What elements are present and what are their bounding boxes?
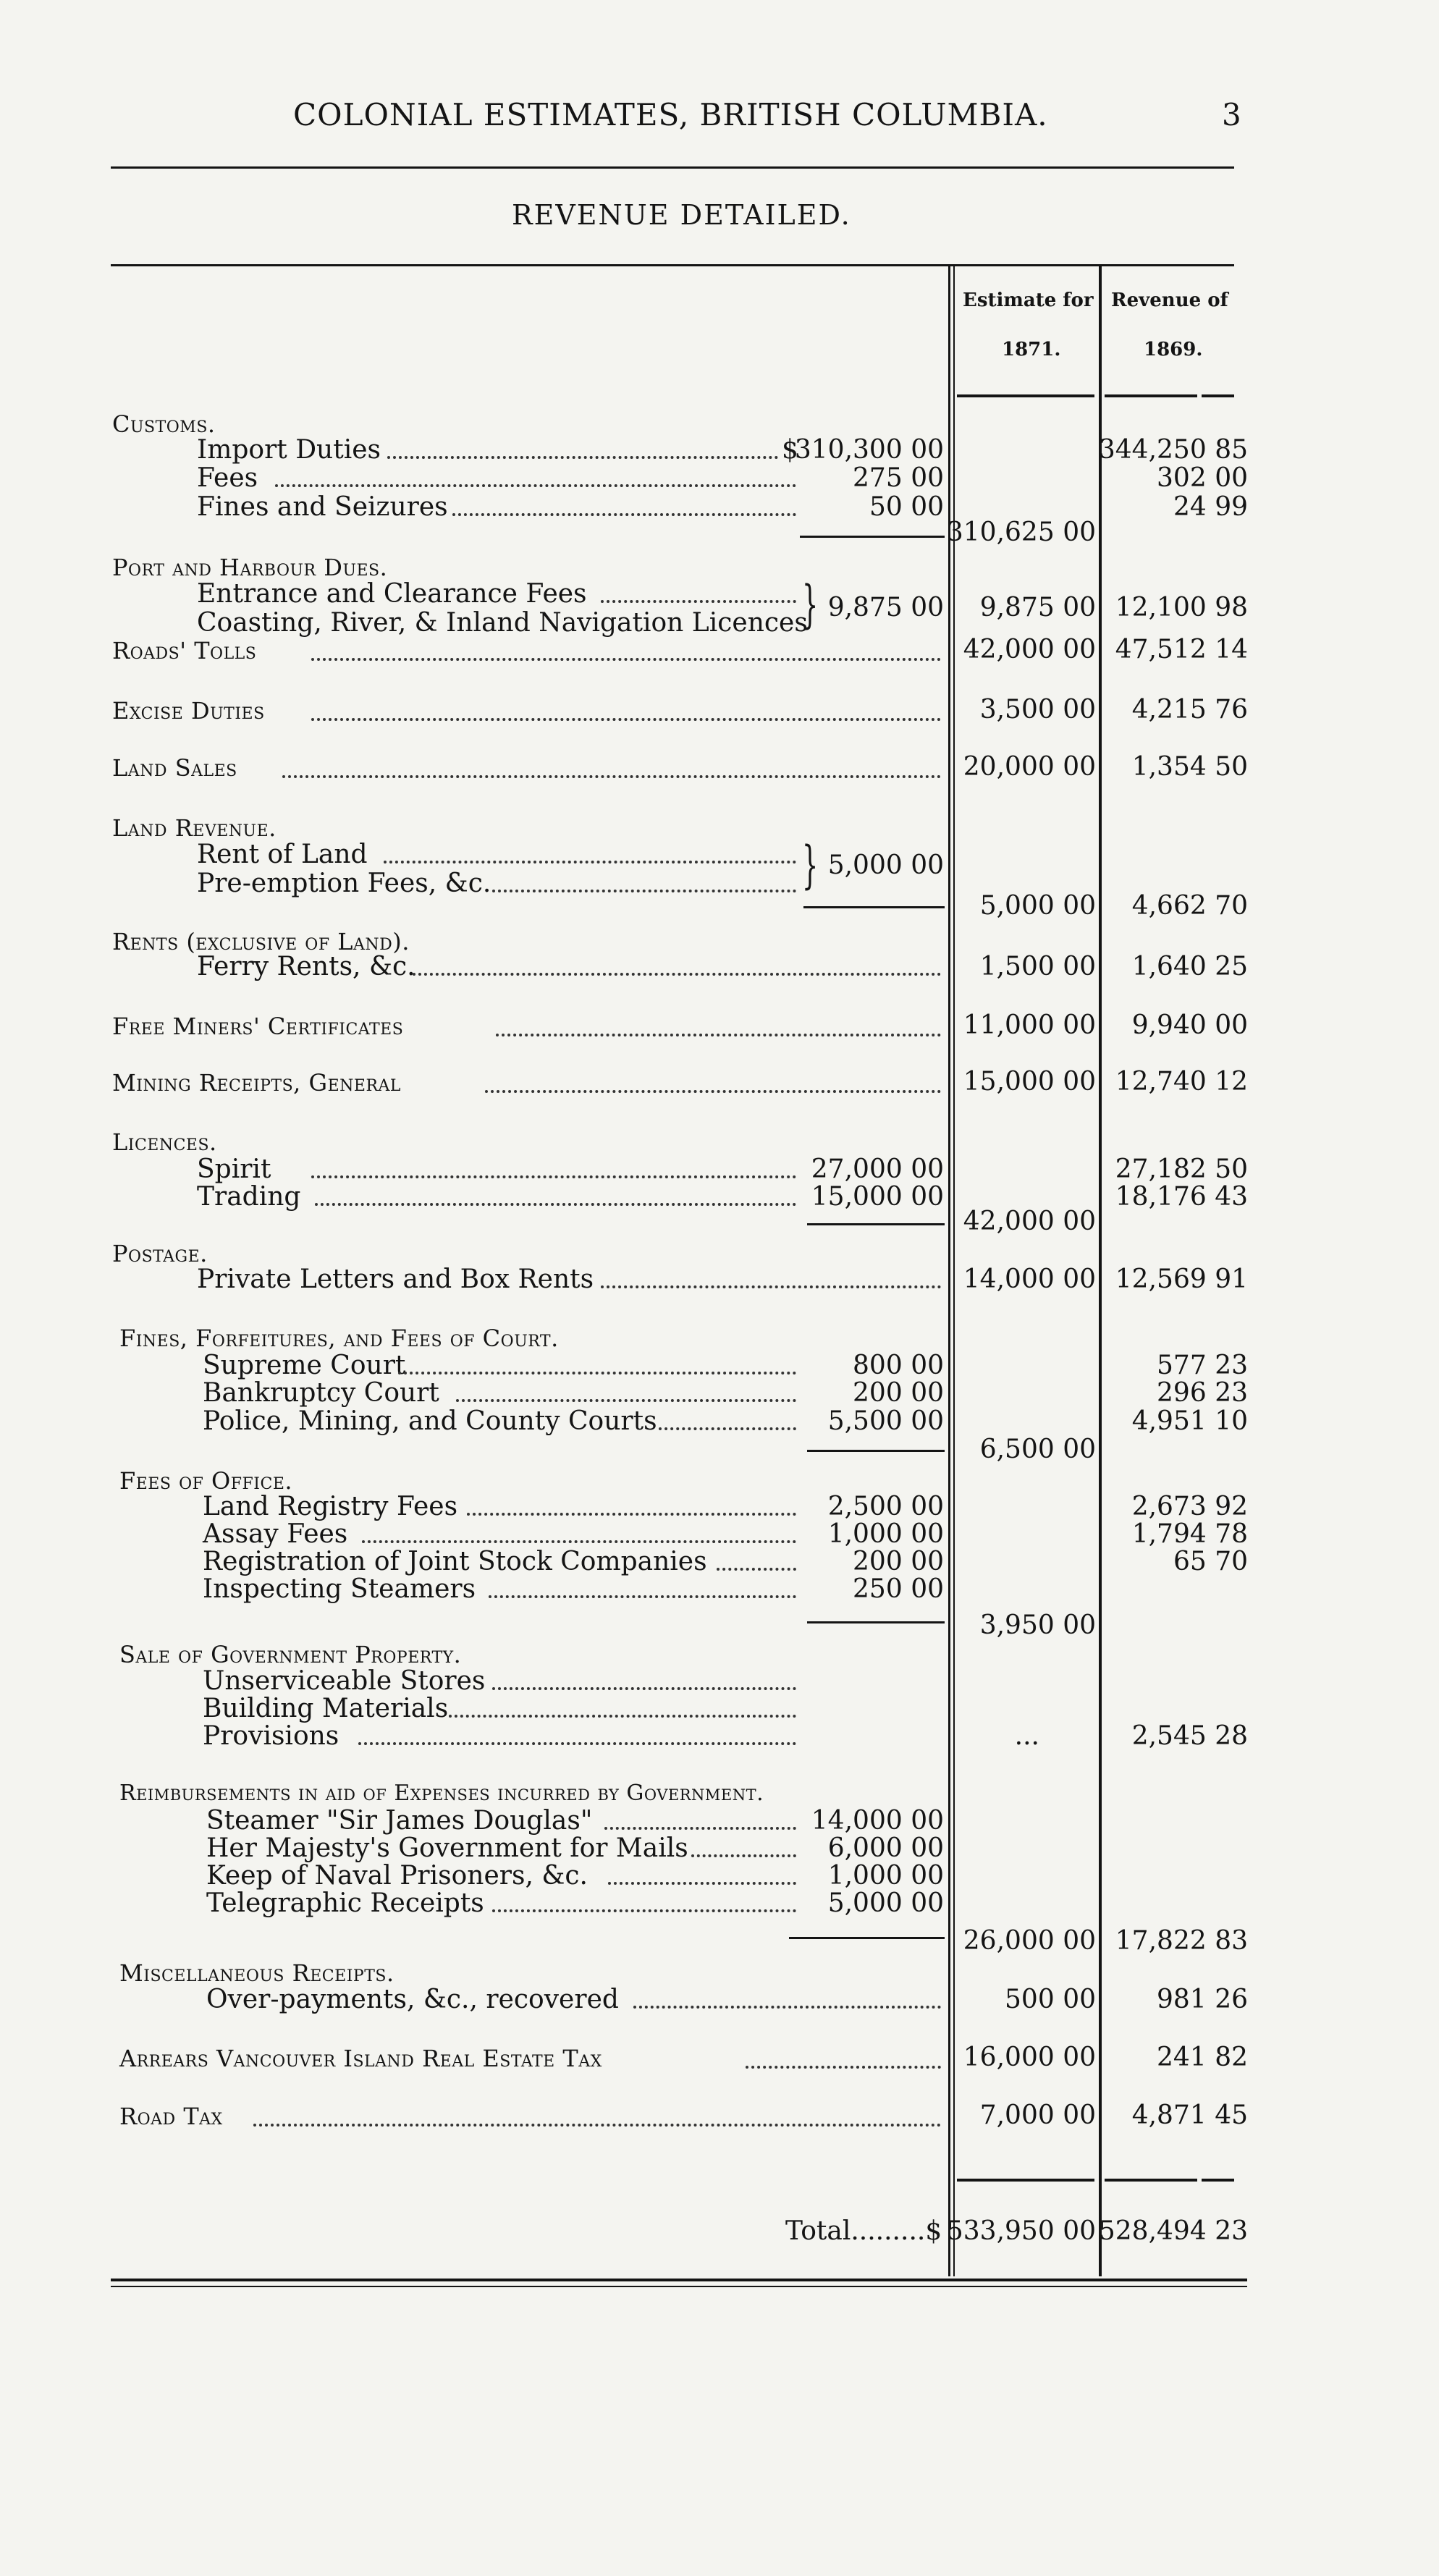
- rents-estimate: 1,500 00: [979, 952, 1096, 981]
- total-rule-revenue: [1105, 2179, 1197, 2182]
- ferry-rents-label: Ferry Rents, &c.: [197, 952, 415, 981]
- leader-dots: [691, 1854, 796, 1857]
- land-revenue-estimate: 5,000 00: [979, 891, 1096, 921]
- inspecting-steamers-label: Inspecting Steamers: [203, 1574, 476, 1604]
- section-fees-office: Fees of Office.: [119, 1467, 293, 1495]
- naval-prisoners-detail: 1,000 00: [827, 1861, 944, 1891]
- majesty-mails-detail: 6,000 00: [827, 1833, 944, 1863]
- assay-fees-detail: 1,000 00: [827, 1519, 944, 1549]
- section-fines-court: Fines, Forfeitures, and Fees of Court.: [119, 1325, 559, 1352]
- telegraphic-receipts-label: Telegraphic Receipts: [206, 1888, 484, 1918]
- road-tax-label: Road Tax: [119, 2103, 223, 2130]
- leader-dots: [387, 456, 778, 459]
- bankruptcy-court-detail: 200 00: [853, 1378, 944, 1408]
- total-label: Total.........$: [785, 2216, 942, 2246]
- postage-estimate: 14,000 00: [963, 1264, 1096, 1294]
- fees-office-estimate: 3,950 00: [979, 1610, 1096, 1640]
- fees-detail: 275 00: [853, 463, 944, 493]
- leader-dots: [746, 2066, 941, 2069]
- mining-receipts-label: Mining Receipts, General: [112, 1069, 402, 1097]
- leader-dots: [633, 2006, 941, 2009]
- subtotal-rule: [800, 536, 945, 538]
- leader-dots: [282, 775, 941, 778]
- column-rule-left-inner: [953, 264, 955, 2276]
- customs-estimate: 310,625 00: [946, 518, 1096, 547]
- leader-dots: [362, 1540, 796, 1543]
- subtotal-rule: [807, 1450, 945, 1452]
- reimbursements-estimate: 26,000 00: [963, 1926, 1096, 1956]
- estimate-header-line2: 1871.: [1002, 339, 1061, 360]
- section-sale-property: Sale of Government Property.: [119, 1641, 462, 1668]
- leader-dots: [717, 1568, 796, 1571]
- table-top-rule: [111, 264, 1234, 266]
- excise-duties-estimate: 3,500 00: [979, 695, 1096, 725]
- excise-duties-revenue: 4,215 76: [1131, 695, 1248, 725]
- building-materials-label: Building Materials: [203, 1694, 449, 1723]
- port-estimate: 9,875 00: [979, 593, 1096, 622]
- sale-property-estimate: ...: [1014, 1721, 1039, 1751]
- leader-dots: [492, 890, 796, 892]
- leader-dots: [659, 1427, 796, 1430]
- joint-stock-label: Registration of Joint Stock Companies: [203, 1547, 707, 1576]
- fines-seizures-revenue: 24 99: [1173, 492, 1248, 522]
- assay-fees-label: Assay Fees: [203, 1519, 348, 1549]
- brace: }: [802, 835, 819, 895]
- leader-dots: [452, 513, 796, 516]
- leader-dots: [413, 973, 941, 976]
- police-courts-label: Police, Mining, and County Courts: [203, 1406, 657, 1436]
- revenue-header-line1: Revenue of: [1111, 290, 1228, 311]
- free-miners-estimate: 11,000 00: [963, 1010, 1096, 1040]
- leader-dots: [384, 861, 796, 863]
- leader-dots: [496, 1034, 941, 1036]
- section-licences: Licences.: [112, 1128, 217, 1156]
- overpayments-label: Over-payments, &c., recovered: [206, 1985, 619, 2014]
- page-title: COLONIAL ESTIMATES, BRITISH COLUMBIA.: [293, 97, 1048, 132]
- section-miscellaneous: Miscellaneous Receipts.: [119, 1959, 394, 1987]
- trading-detail: 15,000 00: [811, 1182, 944, 1212]
- leader-dots: [311, 1175, 796, 1178]
- reimbursements-revenue: 17,822 83: [1115, 1926, 1248, 1956]
- total-rule-revenue-cents: [1202, 2179, 1234, 2182]
- inspecting-steamers-detail: 250 00: [853, 1574, 944, 1604]
- land-revenue-detail: 5,000 00: [827, 850, 944, 880]
- leader-dots: [604, 1827, 796, 1830]
- dollar-sign: $: [782, 435, 798, 465]
- estimate-header-line1: Estimate for: [963, 290, 1094, 311]
- leader-dots: [358, 1742, 796, 1745]
- leader-dots: [492, 1687, 796, 1690]
- fees-revenue: 302 00: [1157, 463, 1248, 493]
- roads-tolls-label: Roads' Tolls: [112, 637, 257, 664]
- leader-dots: [311, 718, 941, 721]
- mining-receipts-estimate: 15,000 00: [963, 1067, 1096, 1097]
- joint-stock-detail: 200 00: [853, 1547, 944, 1576]
- leader-dots: [398, 1372, 796, 1374]
- steamer-detail: 14,000 00: [811, 1806, 944, 1836]
- title-rule: [111, 166, 1234, 169]
- section-customs: Customs.: [112, 410, 216, 438]
- supreme-court-revenue: 577 23: [1157, 1351, 1248, 1380]
- entrance-clearance-label: Entrance and Clearance Fees: [197, 579, 587, 609]
- section-reimbursements: Reimbursements in aid of Expenses incurred by Government.: [119, 1781, 764, 1806]
- port-revenue: 12,100 98: [1115, 593, 1248, 622]
- road-tax-revenue: 4,871 45: [1131, 2100, 1248, 2130]
- coasting-label: Coasting, River, & Inland Navigation Licences: [197, 608, 808, 638]
- section-port-harbour: Port and Harbour Dues.: [112, 554, 388, 581]
- rents-revenue: 1,640 25: [1131, 952, 1248, 981]
- roads-tolls-estimate: 42,000 00: [963, 635, 1096, 664]
- estimate-header-rule: [957, 394, 1094, 397]
- import-duties-detail: 310,300 00: [794, 435, 944, 465]
- postage-revenue: 12,569 91: [1115, 1264, 1248, 1294]
- leader-dots: [601, 1285, 941, 1288]
- leader-dots: [315, 1203, 796, 1206]
- revenue-header-line2: 1869.: [1144, 339, 1203, 360]
- subtotal-rule: [789, 1937, 945, 1939]
- import-duties-label: Import Duties: [197, 435, 381, 465]
- page-subtitle: REVENUE DETAILED.: [512, 199, 851, 231]
- import-duties-revenue: 344,250 85: [1098, 435, 1248, 465]
- joint-stock-revenue: 65 70: [1173, 1547, 1248, 1576]
- bottom-rule: [111, 2279, 1247, 2281]
- port-detail: 9,875 00: [827, 593, 944, 622]
- fees-label: Fees: [197, 463, 258, 493]
- trading-label: Trading: [197, 1182, 301, 1212]
- supreme-court-label: Supreme Court: [203, 1351, 406, 1380]
- police-courts-detail: 5,500 00: [827, 1406, 944, 1436]
- fines-court-estimate: 6,500 00: [979, 1435, 1096, 1464]
- sale-property-revenue: 2,545 28: [1131, 1721, 1248, 1751]
- roads-tolls-revenue: 47,512 14: [1115, 635, 1248, 664]
- section-rents: Rents (exclusive of Land).: [112, 928, 410, 955]
- bottom-rule-second: [111, 2286, 1247, 2287]
- fines-seizures-detail: 50 00: [869, 492, 944, 522]
- spirit-label: Spirit: [197, 1154, 271, 1184]
- road-tax-estimate: 7,000 00: [979, 2100, 1096, 2130]
- mining-receipts-revenue: 12,740 12: [1115, 1067, 1248, 1097]
- subtotal-rule: [803, 906, 945, 908]
- arrears-revenue: 241 82: [1157, 2043, 1248, 2072]
- land-registry-label: Land Registry Fees: [203, 1492, 458, 1521]
- land-sales-revenue: 1,354 50: [1131, 752, 1248, 782]
- assay-fees-revenue: 1,794 78: [1131, 1519, 1248, 1549]
- licences-estimate: 42,000 00: [963, 1207, 1096, 1236]
- leader-dots: [492, 1909, 796, 1912]
- land-sales-estimate: 20,000 00: [963, 752, 1096, 782]
- land-registry-revenue: 2,673 92: [1131, 1492, 1248, 1521]
- leader-dots: [485, 1090, 941, 1093]
- leader-dots: [489, 1595, 796, 1598]
- leader-dots: [275, 484, 796, 487]
- arrears-label: Arrears Vancouver Island Real Estate Tax: [119, 2045, 602, 2072]
- page-number: 3: [1222, 97, 1241, 132]
- bankruptcy-court-revenue: 296 23: [1157, 1378, 1248, 1408]
- brace: }: [802, 575, 819, 634]
- misc-revenue: 981 26: [1157, 1985, 1248, 2014]
- free-miners-revenue: 9,940 00: [1131, 1010, 1248, 1040]
- column-rule-middle: [1099, 264, 1102, 2276]
- trading-revenue: 18,176 43: [1115, 1182, 1248, 1212]
- leader-dots: [449, 1715, 796, 1718]
- leader-dots: [311, 658, 941, 661]
- unserviceable-stores-label: Unserviceable Stores: [203, 1666, 486, 1696]
- free-miners-label: Free Miners' Certificates: [112, 1013, 404, 1040]
- spirit-revenue: 27,182 50: [1115, 1154, 1248, 1184]
- leader-dots: [601, 600, 796, 603]
- land-sales-label: Land Sales: [112, 754, 237, 782]
- leader-dots: [456, 1399, 796, 1402]
- leader-dots: [467, 1513, 796, 1516]
- supreme-court-detail: 800 00: [853, 1351, 944, 1380]
- preemption-label: Pre-emption Fees, &c.: [197, 869, 491, 898]
- total-rule-estimate: [957, 2179, 1094, 2182]
- subtotal-rule: [807, 1223, 945, 1225]
- land-revenue-revenue: 4,662 70: [1131, 891, 1248, 921]
- private-letters-label: Private Letters and Box Rents: [197, 1264, 594, 1294]
- rent-of-land-label: Rent of Land: [197, 840, 368, 869]
- revenue-header-rule-cents: [1202, 394, 1234, 397]
- fines-seizures-label: Fines and Seizures: [197, 492, 448, 522]
- police-courts-revenue: 4,951 10: [1131, 1406, 1248, 1436]
- naval-prisoners-label: Keep of Naval Prisoners, &c.: [206, 1861, 588, 1891]
- provisions-label: Provisions: [203, 1721, 339, 1751]
- bankruptcy-court-label: Bankruptcy Court: [203, 1378, 439, 1408]
- excise-duties-label: Excise Duties: [112, 697, 265, 725]
- arrears-estimate: 16,000 00: [963, 2043, 1096, 2072]
- majesty-mails-label: Her Majesty's Government for Mails: [206, 1833, 688, 1863]
- leader-dots: [608, 1882, 796, 1885]
- section-land-revenue: Land Revenue.: [112, 814, 277, 842]
- total-revenue: 528,494 23: [1098, 2216, 1248, 2246]
- column-rule-left: [948, 264, 950, 2276]
- misc-estimate: 500 00: [1005, 1985, 1096, 2014]
- spirit-detail: 27,000 00: [811, 1154, 944, 1184]
- total-estimate: 533,950 00: [946, 2216, 1096, 2246]
- telegraphic-receipts-detail: 5,000 00: [827, 1888, 944, 1918]
- steamer-label: Steamer "Sir James Douglas": [206, 1806, 593, 1836]
- subtotal-rule: [807, 1621, 945, 1623]
- leader-dots: [253, 2124, 941, 2127]
- section-postage: Postage.: [112, 1240, 208, 1267]
- revenue-header-rule: [1105, 394, 1197, 397]
- land-registry-detail: 2,500 00: [827, 1492, 944, 1521]
